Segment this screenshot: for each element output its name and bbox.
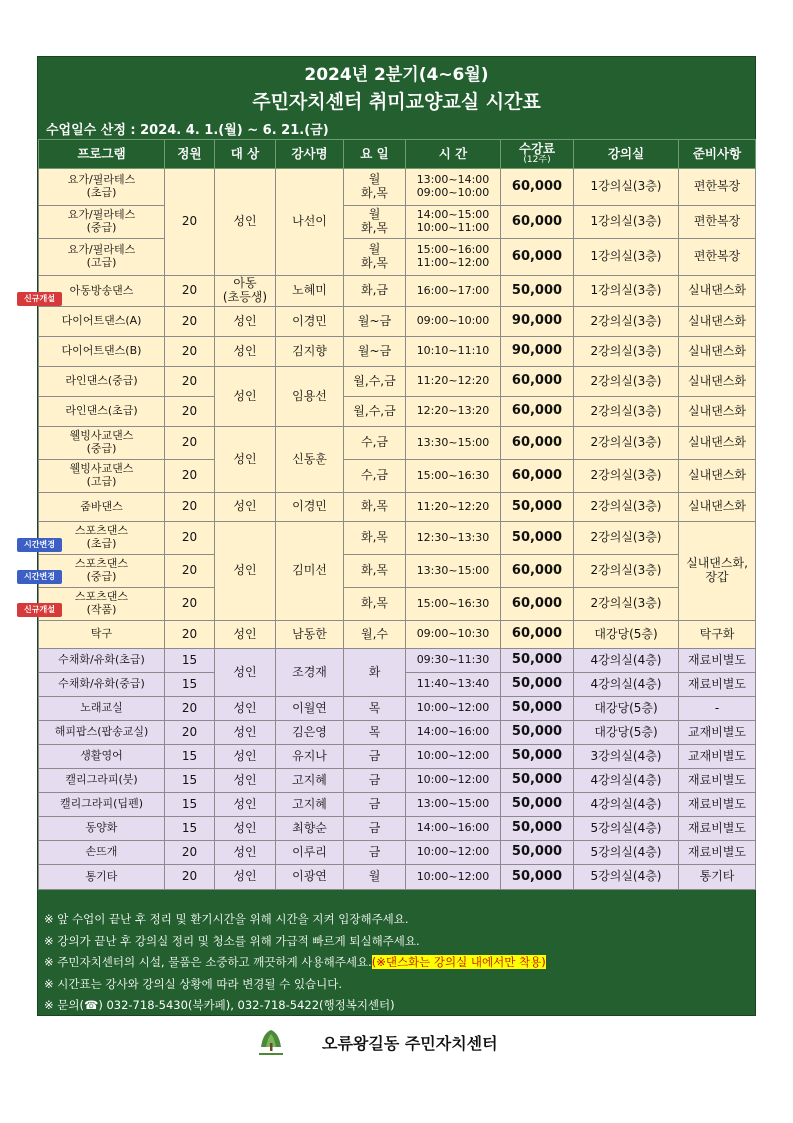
- cell-time: 13:00~14:00 09:00~10:00: [406, 169, 501, 206]
- cell-capacity: 20: [165, 621, 215, 649]
- cell-program: 캘리그라피(딥펜): [39, 793, 165, 817]
- cell-time: 12:20~13:20: [406, 397, 501, 427]
- cell-instructor: 이경민: [276, 493, 344, 522]
- cell-room: 2강의실(3층): [574, 397, 679, 427]
- cell-prep: 재료비별도: [679, 649, 756, 673]
- cell-prep: 실내댄스화: [679, 427, 756, 460]
- cell-instructor: 이경민: [276, 307, 344, 337]
- cell-fee: 50,000: [501, 769, 574, 793]
- cell-instructor: 조경재: [276, 649, 344, 697]
- cell-target: 성인: [215, 697, 276, 721]
- cell-time: 15:00~16:30: [406, 588, 501, 621]
- cell-instructor: 이루리: [276, 841, 344, 865]
- table-row: [39, 817, 756, 841]
- cell-prep: 실내댄스화, 장갑: [679, 522, 756, 621]
- table-row: [39, 206, 756, 239]
- cell-room: 1강의실(3층): [574, 206, 679, 239]
- cell-time: 09:30~11:30: [406, 649, 501, 673]
- cell-room: 5강의실(4층): [574, 817, 679, 841]
- table-row: [39, 588, 756, 621]
- cell-target: 성인: [215, 367, 276, 427]
- cell-fee: 50,000: [501, 522, 574, 555]
- cell-program: 라인댄스(중급): [39, 367, 165, 397]
- cell-prep: 재료비별도: [679, 817, 756, 841]
- cell-capacity: 15: [165, 769, 215, 793]
- col-program: 프로그램: [39, 140, 165, 169]
- table-row: [39, 697, 756, 721]
- cell-fee: 60,000: [501, 460, 574, 493]
- badge-new-kids-dance: 신규개설: [17, 292, 62, 306]
- cell-room: 2강의실(3층): [574, 337, 679, 367]
- cell-instructor: 최향순: [276, 817, 344, 841]
- cell-prep: 재료비별도: [679, 841, 756, 865]
- cell-capacity: 20: [165, 169, 215, 276]
- cell-program: 스포츠댄스 (중급): [39, 555, 165, 588]
- cell-capacity: 20: [165, 865, 215, 890]
- cell-fee: 50,000: [501, 493, 574, 522]
- cell-fee: 60,000: [501, 169, 574, 206]
- cell-target: 성인: [215, 169, 276, 276]
- table-row: [39, 793, 756, 817]
- cell-room: 대강당(5층): [574, 697, 679, 721]
- cell-fee: 50,000: [501, 793, 574, 817]
- cell-fee: 50,000: [501, 841, 574, 865]
- cell-time: 10:00~12:00: [406, 865, 501, 890]
- cell-target: 성인: [215, 427, 276, 493]
- cell-capacity: 20: [165, 397, 215, 427]
- table-row: [39, 493, 756, 522]
- cell-program: 라인댄스(초급): [39, 397, 165, 427]
- cell-fee: 50,000: [501, 276, 574, 307]
- cell-capacity: 20: [165, 841, 215, 865]
- cell-time: 11:40~13:40: [406, 673, 501, 697]
- col-fee: [501, 140, 574, 169]
- cell-prep: 실내댄스화: [679, 460, 756, 493]
- cell-time: 09:00~10:30: [406, 621, 501, 649]
- cell-fee: 90,000: [501, 307, 574, 337]
- cell-capacity: 20: [165, 460, 215, 493]
- cell-room: 2강의실(3층): [574, 367, 679, 397]
- note-text: ※ 주민자치센터의 시설, 물품은 소중하고 깨끗하게 사용해주세요.: [44, 955, 372, 969]
- cell-prep: 재료비별도: [679, 769, 756, 793]
- cell-program: 줌바댄스: [39, 493, 165, 522]
- cell-day: 월,수,금: [344, 367, 406, 397]
- cell-time: 11:20~12:20: [406, 367, 501, 397]
- cell-fee: 60,000: [501, 397, 574, 427]
- note-highlight: (※댄스화는 강의실 내에서만 착용): [371, 955, 546, 969]
- title-quarter: 2024년 2분기(4~6월): [304, 65, 489, 85]
- cell-time: 13:30~15:00: [406, 427, 501, 460]
- cell-fee: 60,000: [501, 588, 574, 621]
- cell-room: 2강의실(3층): [574, 493, 679, 522]
- table-row: [39, 460, 756, 493]
- cell-instructor: 임용선: [276, 367, 344, 427]
- cell-program: 스포츠댄스 (초급): [39, 522, 165, 555]
- note-line: ※ 문의(☎) 032-718-5430(북카페), 032-718-5422(행정복지센터): [44, 998, 395, 1012]
- cell-room: 5강의실(4층): [574, 841, 679, 865]
- cell-time: 14:00~16:00: [406, 817, 501, 841]
- cell-day: 화,목: [344, 522, 406, 555]
- cell-fee: 60,000: [501, 427, 574, 460]
- col-day: 요 일: [344, 140, 406, 169]
- cell-target: 성인: [215, 621, 276, 649]
- cell-target: 성인: [215, 493, 276, 522]
- cell-day: 금: [344, 841, 406, 865]
- cell-day: 화,금: [344, 276, 406, 307]
- cell-capacity: 20: [165, 588, 215, 621]
- cell-program: 스포츠댄스 (작품): [39, 588, 165, 621]
- cell-room: 2강의실(3층): [574, 522, 679, 555]
- cell-day: 수,금: [344, 460, 406, 493]
- table-row: [39, 276, 756, 307]
- cell-instructor: 신동훈: [276, 427, 344, 493]
- col-target: 대 상: [215, 140, 276, 169]
- table-row: [39, 721, 756, 745]
- table-row: [39, 621, 756, 649]
- cell-day: 월 화,목: [344, 206, 406, 239]
- cell-room: 5강의실(4층): [574, 865, 679, 890]
- cell-room: 4강의실(4층): [574, 673, 679, 697]
- cell-prep: 교재비별도: [679, 745, 756, 769]
- cell-capacity: 20: [165, 337, 215, 367]
- cell-day: 화,목: [344, 555, 406, 588]
- cell-time: 10:00~12:00: [406, 841, 501, 865]
- cell-time: 09:00~10:00: [406, 307, 501, 337]
- cell-program: 해피팝스(팝송교실): [39, 721, 165, 745]
- cell-fee: 50,000: [501, 697, 574, 721]
- col-fee-sub: (12주): [523, 154, 551, 165]
- cell-day: 월: [344, 865, 406, 890]
- cell-day: 화: [344, 649, 406, 697]
- cell-day: 수,금: [344, 427, 406, 460]
- cell-instructor: 고지혜: [276, 769, 344, 793]
- cell-room: 1강의실(3층): [574, 169, 679, 206]
- table-row: [39, 307, 756, 337]
- cell-instructor: 고지혜: [276, 793, 344, 817]
- col-capacity: 정원: [165, 140, 215, 169]
- cell-fee: 50,000: [501, 649, 574, 673]
- cell-prep: 실내댄스화: [679, 337, 756, 367]
- col-fee-label: 수강료: [518, 141, 556, 157]
- cell-time: 16:00~17:00: [406, 276, 501, 307]
- center-logo-icon: [255, 1027, 287, 1057]
- cell-prep: 통기타: [679, 865, 756, 890]
- cell-time: 13:30~15:00: [406, 555, 501, 588]
- cell-program: 캘리그라피(붓): [39, 769, 165, 793]
- cell-instructor: 김은영: [276, 721, 344, 745]
- cell-capacity: 15: [165, 793, 215, 817]
- cell-room: 1강의실(3층): [574, 276, 679, 307]
- cell-capacity: 20: [165, 427, 215, 460]
- cell-time: 14:00~15:00 10:00~11:00: [406, 206, 501, 239]
- cell-fee: 50,000: [501, 745, 574, 769]
- table-row: [39, 745, 756, 769]
- cell-target: 성인: [215, 721, 276, 745]
- cell-capacity: 15: [165, 745, 215, 769]
- cell-time: 10:00~12:00: [406, 769, 501, 793]
- cell-prep: 재료비별도: [679, 793, 756, 817]
- cell-time: 14:00~16:00: [406, 721, 501, 745]
- cell-day: 월 화,목: [344, 239, 406, 276]
- cell-prep: 편한복장: [679, 239, 756, 276]
- cell-instructor: 나선이: [276, 169, 344, 276]
- table-row: [39, 522, 756, 555]
- cell-time: 10:00~12:00: [406, 697, 501, 721]
- table-row: [39, 427, 756, 460]
- cell-program: 요가/필라테스 (중급): [39, 206, 165, 239]
- cell-time: 12:30~13:30: [406, 522, 501, 555]
- cell-target: 성인: [215, 307, 276, 337]
- cell-capacity: 15: [165, 649, 215, 673]
- cell-room: 4강의실(4층): [574, 769, 679, 793]
- badge-changed-sports-beginner: 시간변경: [17, 538, 62, 552]
- badge-changed-sports-intermediate: 시간변경: [17, 570, 62, 584]
- cell-time: 11:20~12:20: [406, 493, 501, 522]
- cell-prep: 실내댄스화: [679, 307, 756, 337]
- cell-program: 아동방송댄스: [39, 276, 165, 307]
- cell-fee: 60,000: [501, 555, 574, 588]
- cell-program: 노래교실: [39, 697, 165, 721]
- cell-day: 화,목: [344, 588, 406, 621]
- cell-program: 손뜨개: [39, 841, 165, 865]
- cell-program: 탁구: [39, 621, 165, 649]
- table-row: [39, 555, 756, 588]
- cell-prep: 편한복장: [679, 169, 756, 206]
- cell-fee: 50,000: [501, 865, 574, 890]
- cell-day: 목: [344, 697, 406, 721]
- cell-capacity: 20: [165, 555, 215, 588]
- cell-capacity: 15: [165, 673, 215, 697]
- cell-prep: -: [679, 697, 756, 721]
- cell-time: 10:00~12:00: [406, 745, 501, 769]
- cell-target: 성인: [215, 745, 276, 769]
- cell-target: 성인: [215, 337, 276, 367]
- cell-prep: 실내댄스화: [679, 493, 756, 522]
- cell-program: 요가/필라테스 (초급): [39, 169, 165, 206]
- cell-target: 아동 (초등생): [215, 276, 276, 307]
- cell-day: 월~금: [344, 307, 406, 337]
- cell-room: 4강의실(4층): [574, 793, 679, 817]
- cell-prep: 재료비별도: [679, 673, 756, 697]
- table-row: [39, 367, 756, 397]
- cell-instructor: 노혜미: [276, 276, 344, 307]
- cell-day: 금: [344, 817, 406, 841]
- cell-program: 웰빙사교댄스 (고급): [39, 460, 165, 493]
- footer-org-name: 오류왕길동 주민자치센터: [322, 1034, 498, 1053]
- cell-fee: 50,000: [501, 673, 574, 697]
- cell-day: 월 화,목: [344, 169, 406, 206]
- cell-capacity: 15: [165, 817, 215, 841]
- cell-instructor: 유지나: [276, 745, 344, 769]
- cell-program: 수채화/유화(중급): [39, 673, 165, 697]
- title-main: 주민자치센터 취미교양교실 시간표: [252, 91, 541, 113]
- notes: [44, 909, 546, 1017]
- cell-target: 성인: [215, 793, 276, 817]
- cell-prep: 실내댄스화: [679, 367, 756, 397]
- table-row: [39, 337, 756, 367]
- cell-room: 4강의실(4층): [574, 649, 679, 673]
- cell-fee: 50,000: [501, 817, 574, 841]
- col-time: 시 간: [406, 140, 501, 169]
- cell-prep: 실내댄스화: [679, 276, 756, 307]
- cell-day: 금: [344, 745, 406, 769]
- cell-instructor: 이광연: [276, 865, 344, 890]
- cell-capacity: 20: [165, 697, 215, 721]
- cell-day: 월,수: [344, 621, 406, 649]
- cell-instructor: 남동한: [276, 621, 344, 649]
- cell-instructor: 김지향: [276, 337, 344, 367]
- cell-fee: 90,000: [501, 337, 574, 367]
- cell-program: 생활영어: [39, 745, 165, 769]
- table-row: [39, 769, 756, 793]
- col-room: 강의실: [574, 140, 679, 169]
- cell-room: 3강의실(4층): [574, 745, 679, 769]
- col-instructor: 강사명: [276, 140, 344, 169]
- cell-day: 월,수,금: [344, 397, 406, 427]
- cell-room: 2강의실(3층): [574, 460, 679, 493]
- cell-room: 2강의실(3층): [574, 307, 679, 337]
- cell-time: 15:00~16:30: [406, 460, 501, 493]
- table-row: [39, 865, 756, 890]
- cell-prep: 실내댄스화: [679, 397, 756, 427]
- cell-time: 13:00~15:00: [406, 793, 501, 817]
- badge-new-sports-piece: 신규개설: [17, 603, 62, 617]
- table-header-row: [39, 140, 756, 169]
- cell-target: 성인: [215, 865, 276, 890]
- note-line: ※ 강의가 끝난 후 강의실 정리 및 청소를 위해 가급적 빠르게 퇴실해주세요.: [44, 933, 420, 948]
- cell-target: 성인: [215, 522, 276, 621]
- cell-day: 화,목: [344, 493, 406, 522]
- cell-target: 성인: [215, 649, 276, 697]
- table-row: [39, 239, 756, 276]
- cell-prep: 교재비별도: [679, 721, 756, 745]
- cell-prep: 편한복장: [679, 206, 756, 239]
- cell-instructor: 김미선: [276, 522, 344, 621]
- cell-program: 통기타: [39, 865, 165, 890]
- cell-program: 수채화/유화(초급): [39, 649, 165, 673]
- cell-target: 성인: [215, 841, 276, 865]
- cell-instructor: 이월연: [276, 697, 344, 721]
- cell-fee: 60,000: [501, 621, 574, 649]
- cell-fee: 50,000: [501, 721, 574, 745]
- cell-day: 목: [344, 721, 406, 745]
- cell-capacity: 20: [165, 493, 215, 522]
- cell-fee: 60,000: [501, 367, 574, 397]
- cell-program: 동양화: [39, 817, 165, 841]
- note-line: ※ 앞 수업이 끝난 후 정리 및 환기시간을 위해 시간을 지켜 입장해주세요.: [44, 912, 409, 926]
- table-row: [39, 397, 756, 427]
- table-row: [39, 841, 756, 865]
- table-row: [39, 649, 756, 673]
- cell-target: 성인: [215, 817, 276, 841]
- cell-target: 성인: [215, 769, 276, 793]
- cell-program: 다이어트댄스(B): [39, 337, 165, 367]
- timetable-panel: [37, 56, 756, 1016]
- note-line: ※ 시간표는 강사와 강의실 상황에 따라 변경될 수 있습니다.: [44, 976, 343, 991]
- cell-day: 월~금: [344, 337, 406, 367]
- cell-time: 10:10~11:10: [406, 337, 501, 367]
- cell-program: 웰빙사교댄스 (중급): [39, 427, 165, 460]
- cell-prep: 탁구화: [679, 621, 756, 649]
- class-period: 수업일수 산정 : 2024. 4. 1.(월) ~ 6. 21.(금): [46, 123, 329, 138]
- cell-room: 대강당(5층): [574, 721, 679, 745]
- cell-capacity: 20: [165, 276, 215, 307]
- cell-fee: 60,000: [501, 239, 574, 276]
- table-row: [39, 169, 756, 206]
- cell-day: 금: [344, 793, 406, 817]
- cell-room: 대강당(5층): [574, 621, 679, 649]
- cell-program: 요가/필라테스 (고급): [39, 239, 165, 276]
- cell-room: 2강의실(3층): [574, 588, 679, 621]
- cell-time: 15:00~16:00 11:00~12:00: [406, 239, 501, 276]
- cell-day: 금: [344, 769, 406, 793]
- cell-room: 2강의실(3층): [574, 427, 679, 460]
- cell-capacity: 20: [165, 307, 215, 337]
- cell-capacity: 20: [165, 721, 215, 745]
- cell-capacity: 20: [165, 367, 215, 397]
- note-line: [44, 952, 546, 974]
- schedule-table: [38, 139, 756, 890]
- cell-fee: 60,000: [501, 206, 574, 239]
- cell-room: 2강의실(3층): [574, 555, 679, 588]
- cell-capacity: 20: [165, 522, 215, 555]
- cell-room: 1강의실(3층): [574, 239, 679, 276]
- col-prep: 준비사항: [679, 140, 756, 169]
- cell-program: 다이어트댄스(A): [39, 307, 165, 337]
